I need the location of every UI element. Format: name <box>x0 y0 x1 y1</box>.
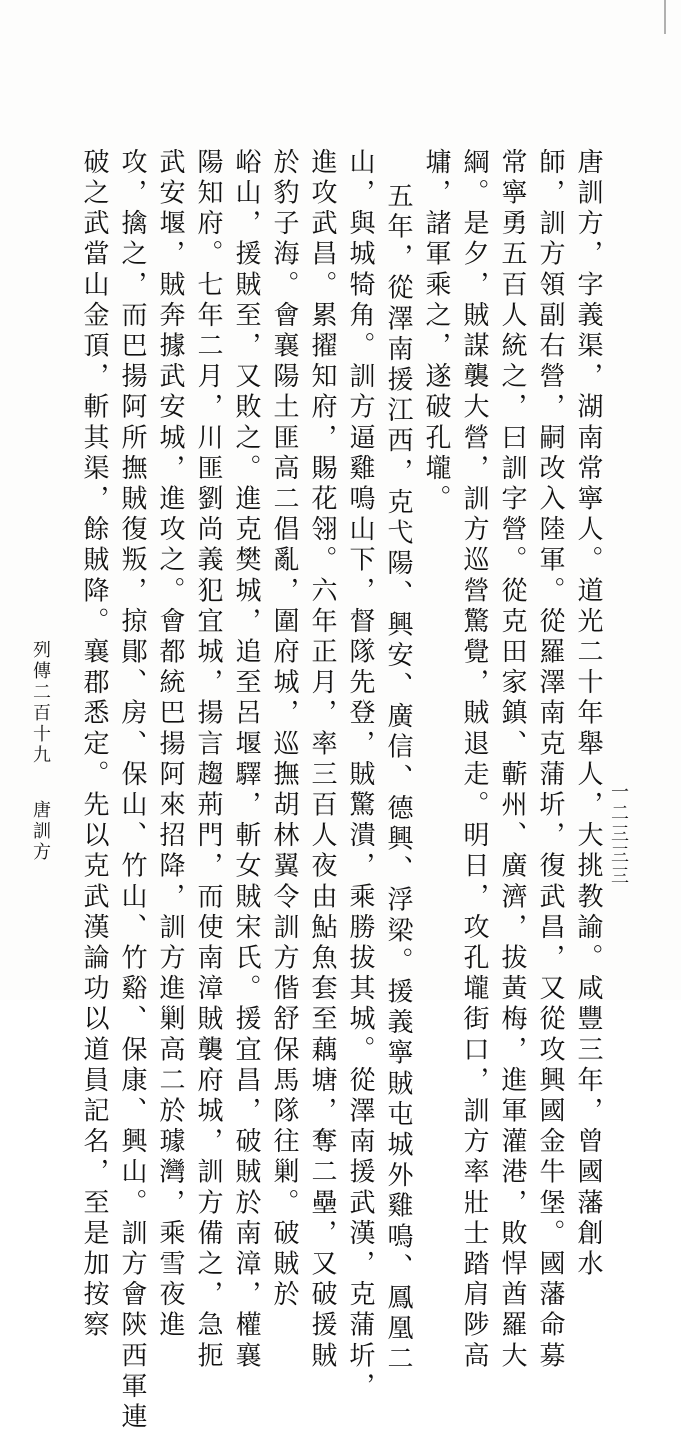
page-number: 一二三三三 <box>608 782 629 887</box>
text-column-7: 山，與城犄角。訓方逼雞鳴山下，督隊先登，賊驚潰，乘勝拔其城。從澤南援武漢，克蒲圻， <box>345 148 375 1403</box>
footer-chapter: 列傳二百十九 <box>30 640 51 766</box>
text-column-8: 進攻武昌。累擢知府，賜花翎。六年正月，率三百人夜由鮎魚套至藕塘，奪二壘，又破援賊 <box>307 148 337 1372</box>
text-column-4: 綱。是夕，賊謀襲大營，訓方巡營驚覺，賊退走。明日，攻孔壠街口，訓方率壯士踏肩陟高 <box>459 148 489 1372</box>
text-column-6: 五年，從澤南援江西，克弋陽、興安、廣信、德興、浮梁。援義寧賊屯城外雞鳴、鳳凰二 <box>383 182 413 1376</box>
text-column-11: 陽知府。七年二月，川匪劉尚義犯宜城，揚言趨荊門，而使南漳賊襲府城，訓方備之，急扼 <box>193 148 223 1372</box>
text-column-13: 攻，擒之，而巴揚阿所撫賊復叛，掠鄖、房、保山、竹山、竹谿、保康、興山。訓方會陝西軍連 <box>117 148 147 1433</box>
footer-title: 唐訓方 <box>30 800 51 863</box>
text-column-5: 墉，諸軍乘之，遂破孔壠。 <box>421 148 451 516</box>
text-column-12: 武安堰，賊奔據武安城，進攻之。會都統巴揚阿來招降，訓方進剿高二於璩灣，乘雪夜進 <box>155 148 185 1342</box>
text-column-1: 唐訓方，字義渠，湖南常寧人。道光二十年舉人，大挑教諭。咸豐三年，曾國藩創水 <box>573 148 603 1281</box>
text-column-10: 峪山，援賊至，又敗之。進克樊城，追至呂堰驛，斬女賊宋氏。援宜昌，破賊於南漳，權襄 <box>231 148 261 1372</box>
text-column-9: 於豹子海。會襄陽土匪高二倡亂，圍府城，巡撫胡林翼令訓方偕舒保馬隊往剿。破賊於 <box>269 148 299 1311</box>
scan-edge-mark <box>664 0 666 34</box>
text-column-14: 破之武當山金頂，斬其渠，餘賊降。襄郡悉定。先以克武漢論功以道員記名，至是加按察 <box>79 148 109 1342</box>
text-column-2: 師，訓方領副右營，嗣改入陸軍。從羅澤南克蒲圻，復武昌，又從攻興國金牛堡。國藩命募 <box>535 148 565 1372</box>
text-column-3: 常寧勇五百人統之，曰訓字營。從克田家鎮、蘄州、廣濟，拔黃梅，進軍灌港，敗悍酋羅大 <box>497 148 527 1372</box>
